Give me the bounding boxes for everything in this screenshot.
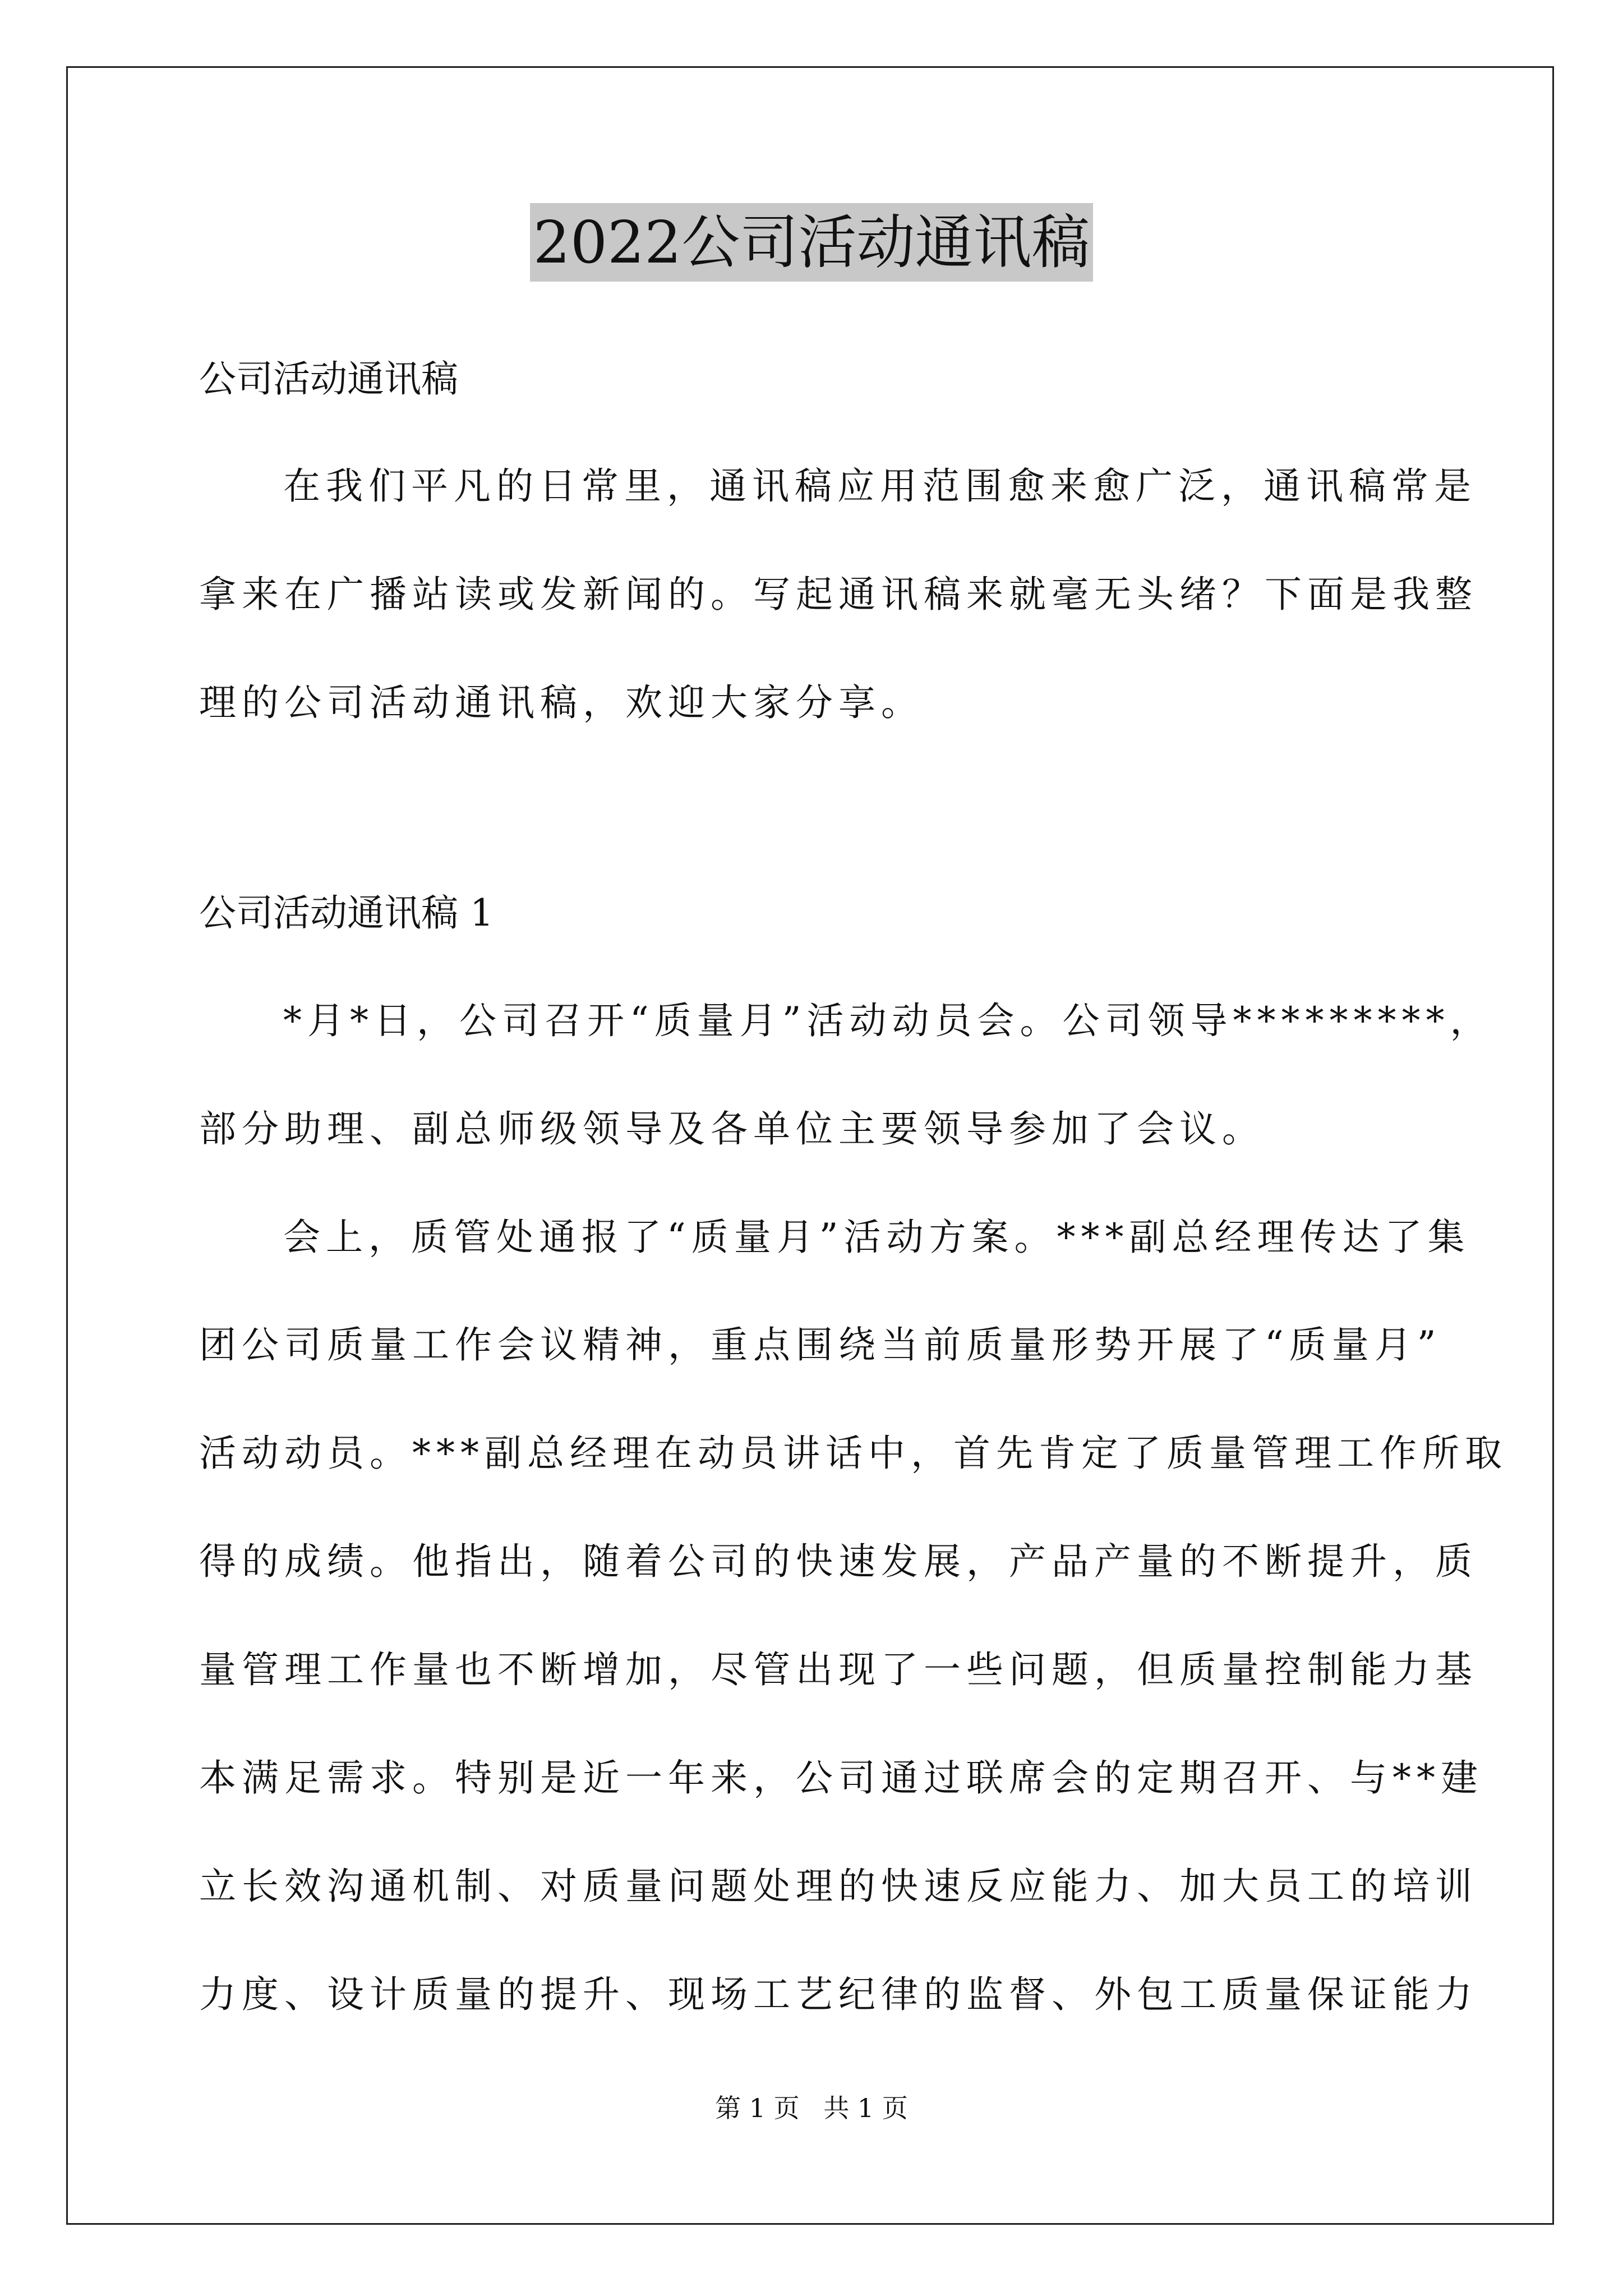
title-container (0, 203, 1623, 282)
intro-line: 在我们平凡的日常里，通讯稿应用范围愈来愈广泛，通讯稿常是 (283, 464, 1477, 508)
page-number: 第 1 页 (715, 2093, 800, 2123)
section-heading: 公司活动通讯稿 1 (199, 891, 494, 935)
paragraph-line: 部分助理、副总师级领导及各单位主要领导参加了会议。 (199, 1107, 1265, 1151)
paragraph-line: 活动动员。***副总经理在动员讲话中，首先肯定了质量管理工作所取 (199, 1432, 1507, 1475)
paragraph-line: 本满足需求。特别是近一年来，公司通过联席会的定期召开、与**建 (199, 1756, 1483, 1800)
subtitle: 公司活动通讯稿 (199, 357, 458, 401)
document-title: 2022公司活动通讯稿 (530, 203, 1094, 282)
paragraph-line: 量管理工作量也不断增加，尽管出现了一些问题，但质量控制能力基 (199, 1648, 1478, 1691)
paragraph-line: 得的成绩。他指出，随着公司的快速发展，产品产量的不断提升，质 (199, 1540, 1478, 1583)
intro-line: 拿来在广播站读或发新闻的。写起通讯稿来就毫无头绪？下面是我整 (199, 573, 1478, 616)
page-footer (0, 2091, 1623, 2125)
paragraph-line: 团公司质量工作会议精神，重点围绕当前质量形势开展了“质量月” (199, 1323, 1442, 1366)
paragraph-line: *月*日，公司召开“质量月”活动动员会。公司领导*********， (283, 999, 1493, 1042)
page-total: 共 1 页 (823, 2093, 908, 2123)
paragraph-line: 力度、设计质量的提升、现场工艺纪律的监督、外包工质量保证能力 (199, 1973, 1478, 2016)
intro-line: 理的公司活动通讯稿，欢迎大家分享。 (199, 681, 924, 724)
paragraph-line: 会上，质管处通报了“质量月”活动方案。***副总经理传达了集 (283, 1216, 1470, 1259)
paragraph-line: 立长效沟通机制、对质量问题处理的快速反应能力、加大员工的培训 (199, 1865, 1478, 1908)
